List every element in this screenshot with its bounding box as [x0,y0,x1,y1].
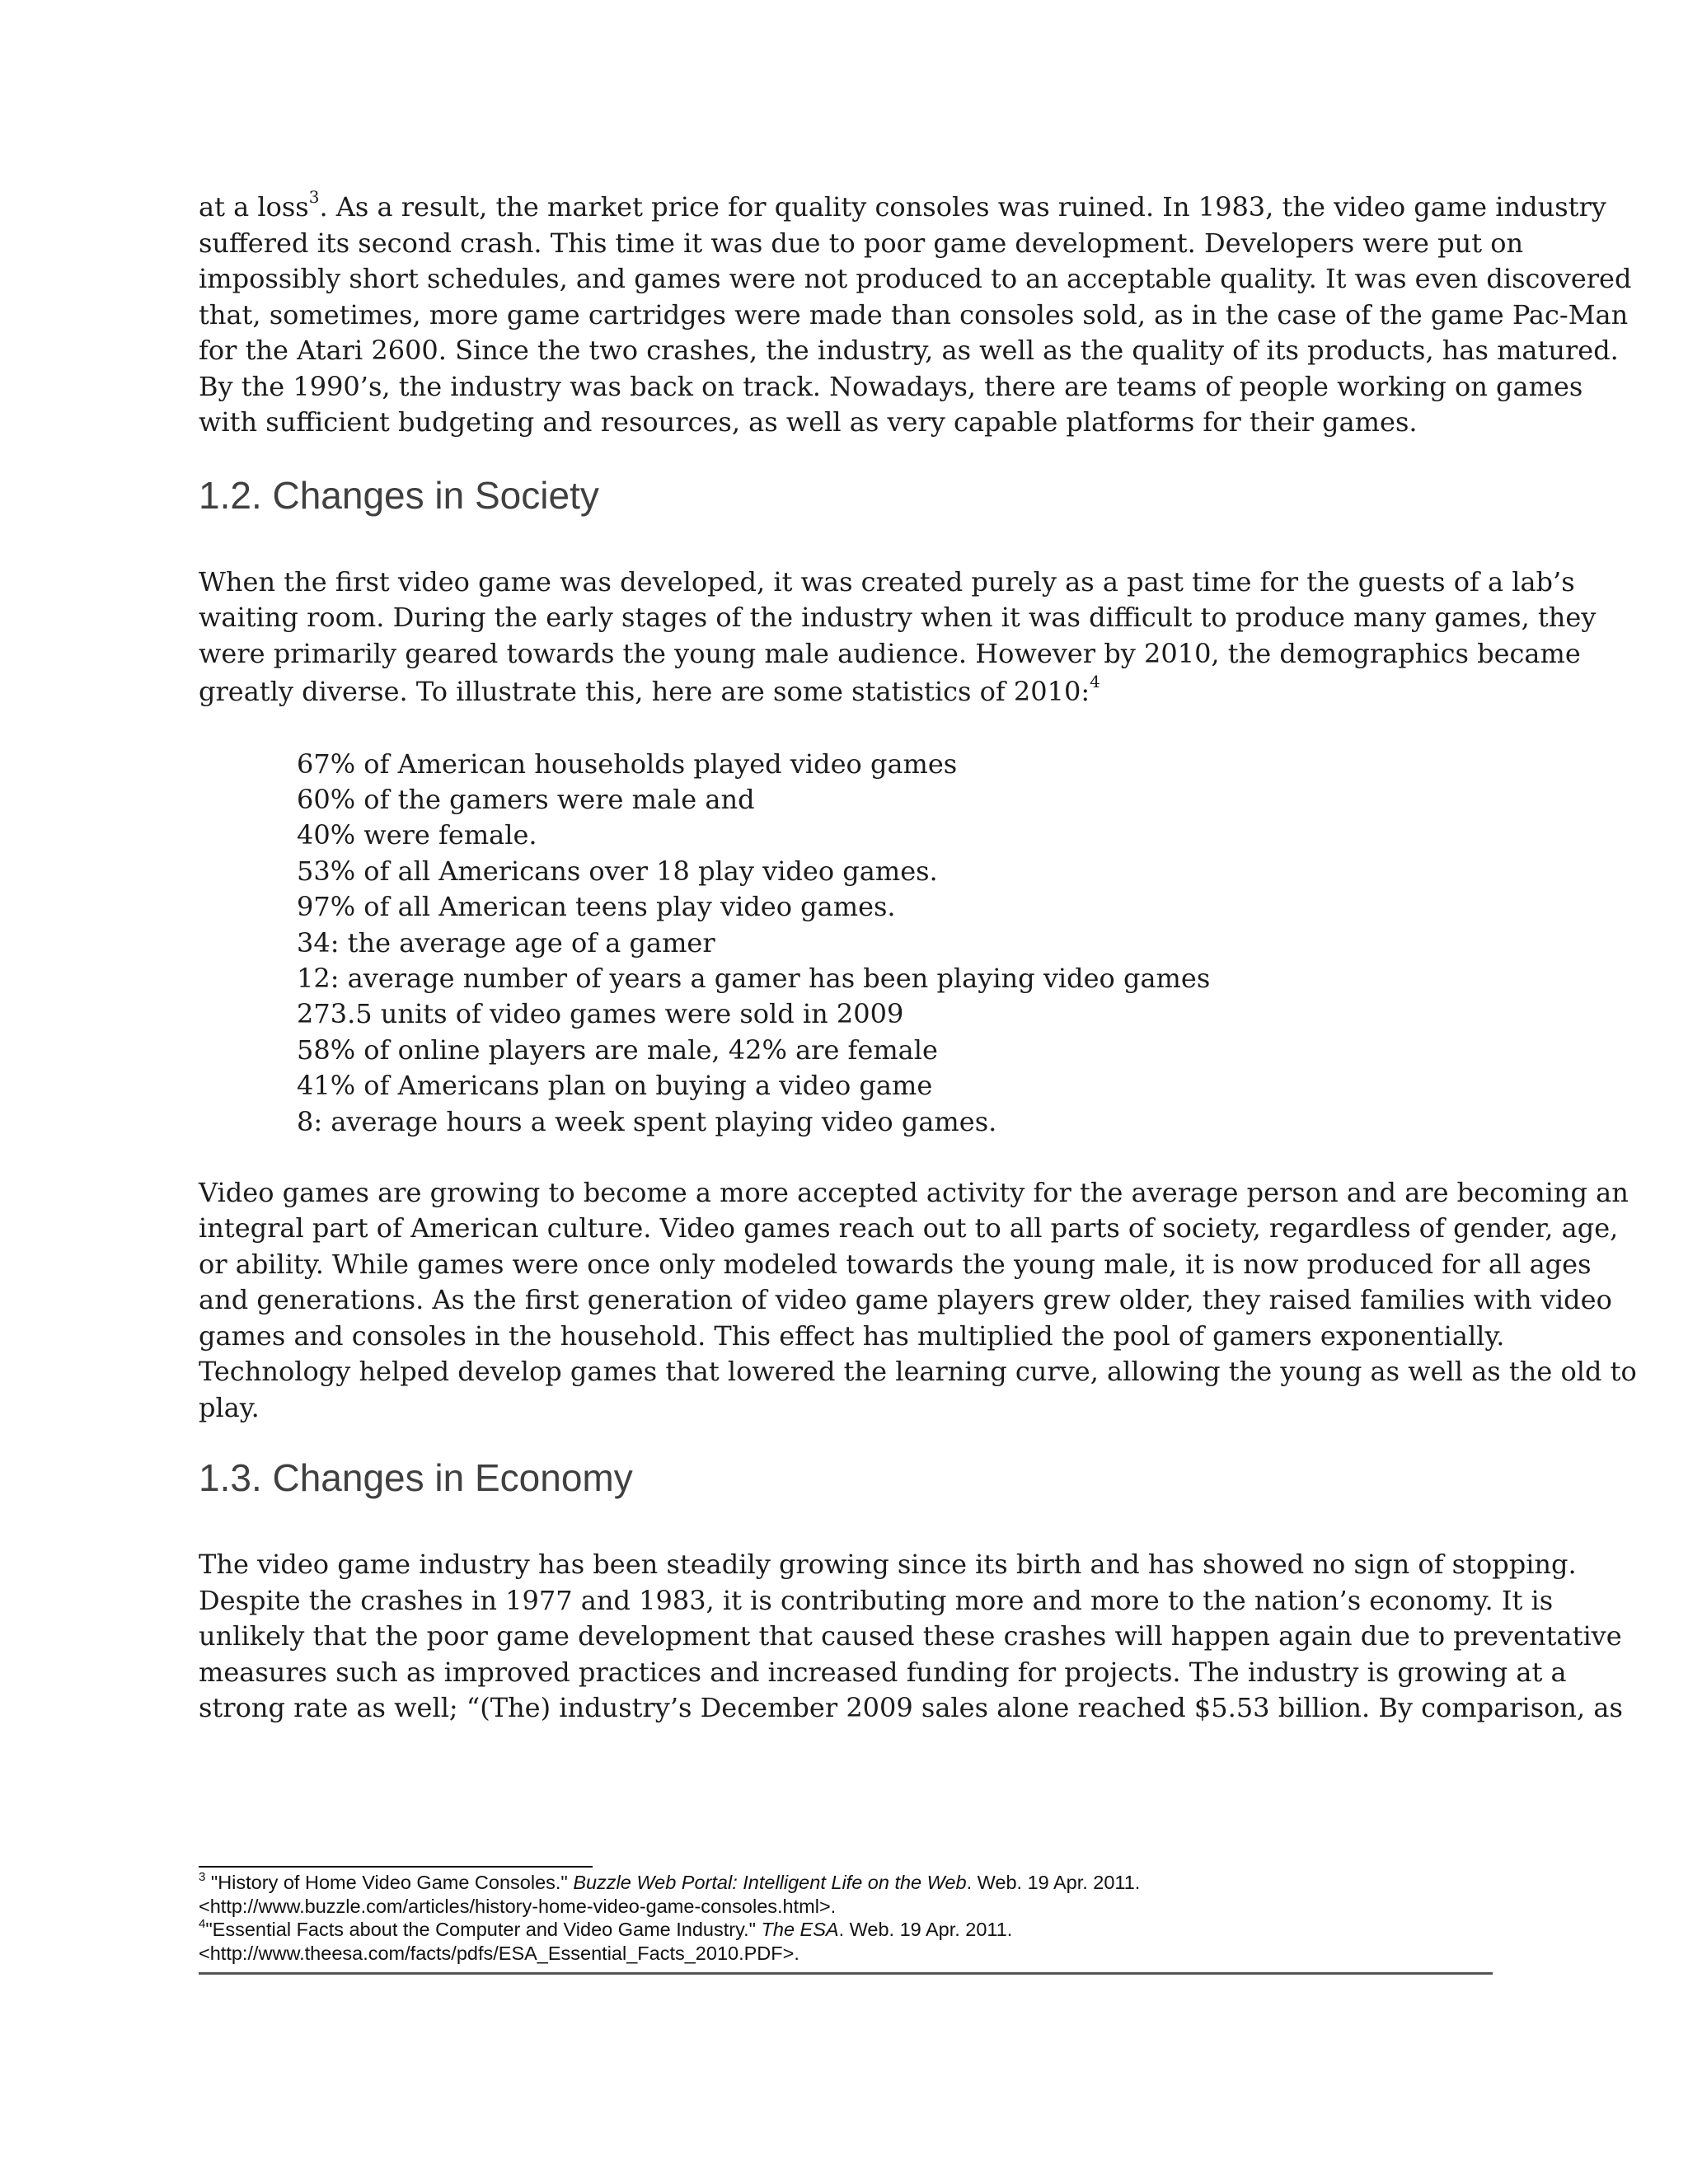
paragraph-line: integral part of American culture. Video games reach out to all parts of society, regardless of gender, age, [199,1212,1619,1244]
list-item: 58% of online players are male, 42% are female [297,1033,938,1066]
footnote-source: The ESA [761,1919,839,1940]
list-item: 53% of all Americans over 18 play video games. [297,855,938,887]
paragraph-line: When the first video game was developed, it was created purely as a past time for the guests of a lab’s [199,565,1575,598]
paragraph-line: strong rate as well; “(The) industry’s December 2009 sales alone reached $5.53 billion. By comparison, as [199,1692,1623,1724]
list-item: 12: average number of years a gamer has been playing video games [297,962,1211,994]
paragraph-line: or ability. While games were once only modeled towards the young male, it is now produced for all ages [199,1248,1592,1280]
list-item: 60% of the gamers were male and [297,783,755,815]
section-heading-economy: 1.3. Changes in Economy [199,1456,633,1500]
paragraph-line: play. [199,1391,260,1423]
footnote-url[interactable]: <http://www.buzzle.com/articles/history-home-video-game-consoles.html>. [199,1895,837,1917]
footnote-ref-3: 3 [308,187,320,207]
list-item: 40% were female. [297,819,537,851]
paragraph-line: games and consoles in the household. This effect has multiplied the pool of gamers exponentially. [199,1319,1505,1352]
paragraph-line: at a loss$^3$. As a result, the market price for quality consoles was ruined. In 1983, the video game industry [199,187,1606,223]
list-item: 273.5 units of video games were sold in 2009 [297,998,904,1030]
paragraph-line: measures such as improved practices and increased funding for projects. The industry is growing at a [199,1656,1567,1688]
list-item: 67% of American households played video games [297,748,958,780]
footnote-url[interactable]: <http://www.theesa.com/facts/pdfs/ESA_Essential_Facts_2010.PDF>. [199,1942,799,1964]
paragraph-line: suffered its second crash. This time it was due to poor game development. Developers were put on [199,227,1524,259]
intro-paragraph [199,187,1632,441]
footnote-3: $^3$ "History of Home Video Game Consoles." Buzzle Web Portal: Intelligent Life on the Web. Web. 19 Apr. 2011. [199,1870,1141,1893]
paragraph-line: Technology helped develop games that lowered the learning curve, allowing the young as well as the old to [199,1356,1637,1388]
list-item: 34: the average age of a gamer [297,926,715,958]
footnote-number: 4 [199,1917,206,1931]
footnote-separator [199,1866,593,1868]
paragraph-line: Video games are growing to become a more accepted activity for the average person and are becoming an [199,1176,1629,1208]
paragraph-line: were primarily geared towards the young male audience. However by 2010, the demographics became [199,637,1581,669]
paragraph-line: impossibly short schedules, and games were not produced to an acceptable quality. It was even discovered [199,263,1632,294]
footnote-source: Buzzle Web Portal: Intelligent Life on the Web [573,1872,967,1893]
society-closing-paragraph [199,1175,1637,1427]
list-item: 41% of Americans plan on buying a video game [297,1070,933,1102]
list-item: 97% of all American teens play video games. [297,891,896,923]
paragraph-line: By the 1990’s, the industry was back on track. Nowadays, there are teams of people working on games [199,370,1583,402]
statistics-list [199,747,1493,1140]
paragraph-line: unlikely that the poor game development that caused these crashes will happen again due to preventative [199,1620,1622,1652]
bottom-rule [199,1972,1493,1975]
footnote-4: $^4$"Essential Facts about the Computer and Video Game Industry." The ESA. Web. 19 Apr. 2011. [199,1917,1013,1940]
paragraph-line: for the Atari 2600. Since the two crashes, the industry, as well as the quality of its products, has matured. [199,335,1619,366]
paragraph-line: The video game industry has been steadily growing since its birth and has showed no sign of stopping. [199,1549,1577,1581]
paragraph-line: waiting room. During the early stages of the industry when it was difficult to produce many games, they [199,602,1597,633]
paragraph-line: that, sometimes, more game cartridges were made than consoles sold, as in the case of the game Pac-Man [199,298,1629,330]
section-heading-society: 1.2. Changes in Society [199,473,599,517]
document-page [199,187,1637,1727]
list-item: 8: average hours a week spent playing video games. [297,1105,997,1137]
footnotes [199,1871,1493,1965]
paragraph-line: and generations. As the first generation of video game players grew older, they raised families with video [199,1284,1612,1316]
paragraph-line: with sufficient budgeting and resources, as well as very capable platforms for their games. [199,406,1418,438]
footnote-ref-4: 4 [1090,672,1100,691]
footnote-number: 3 [199,1870,206,1884]
society-intro-paragraph [199,565,1597,710]
paragraph-line: greatly diverse. To illustrate this, here are some statistics of 2010:$^4$ [199,672,1100,707]
paragraph-line: Despite the crashes in 1977 and 1983, it is contributing more and more to the nation’s economy. It is [199,1584,1554,1616]
economy-paragraph [199,1547,1623,1727]
